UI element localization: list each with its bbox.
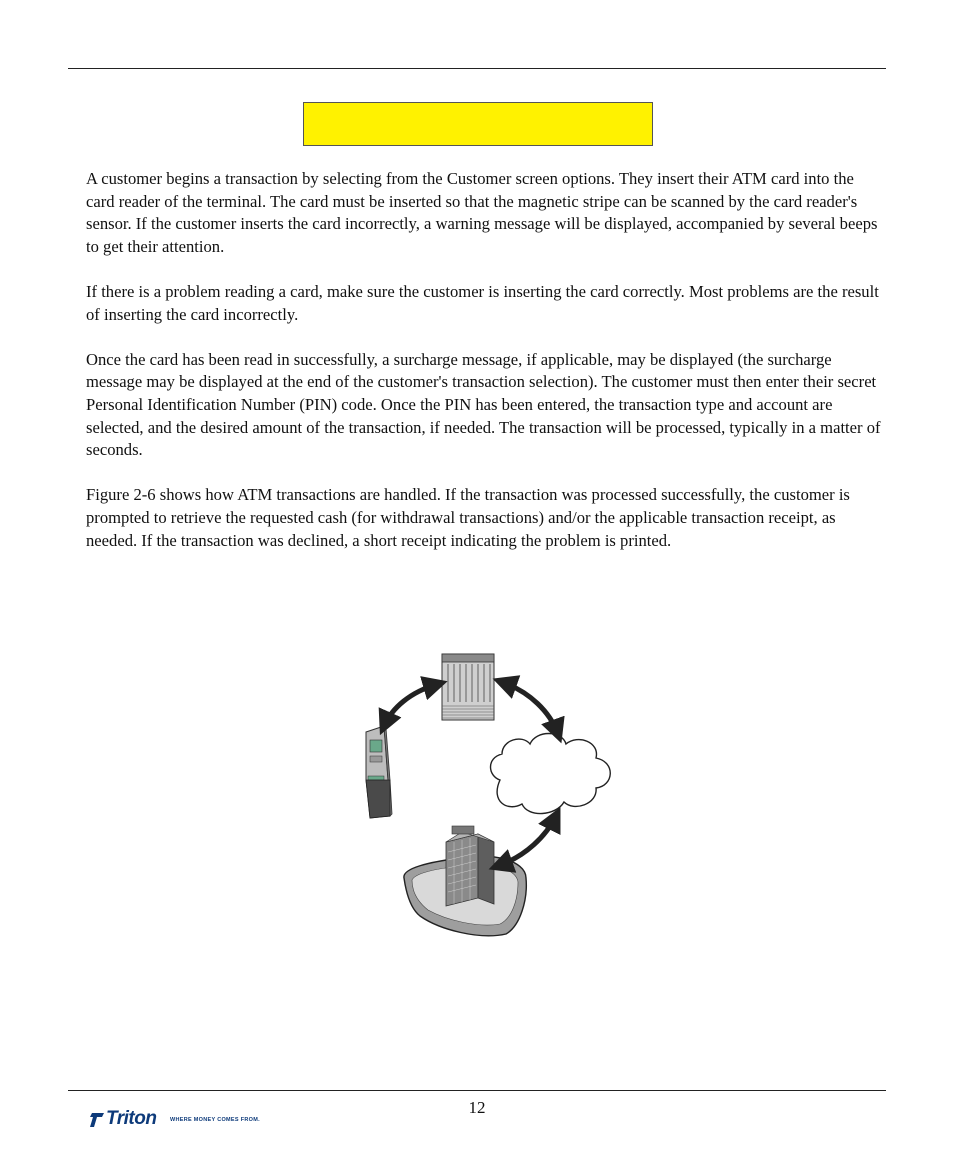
header-rule — [68, 68, 886, 69]
triton-logo — [88, 1108, 258, 1134]
arrow-host-to-network — [502, 682, 558, 734]
body-text — [86, 168, 886, 575]
host-processor-icon — [442, 654, 494, 720]
triton-logo-word: Triton — [106, 1108, 157, 1129]
arrow-host-to-atm — [384, 684, 438, 726]
section-heading-banner — [303, 102, 653, 146]
page-number: 12 — [468, 1098, 486, 1117]
transaction-flow-figure — [330, 630, 660, 950]
paragraph-pin-entry: Once the card has been read in successfully, a surcharge message, if applicable, may be displayed (the surcharge message may be displayed at the end of the customer's transaction selection). The customer must then enter their secret Personal Identification Number (PIN) code. Once the PIN has been entered, the transaction type and account are selected, and the desired amount of the transaction, if needed. The transaction will be processed, typically in a matter of seconds. — [86, 349, 881, 460]
paragraph-transaction-flow: Figure 2-6 shows how ATM transactions are handled. If the transaction was processed successfully, the customer is prompted to retrieve the requested cash (for withdrawal transactions) and/or the applicable transaction receipt, as needed. If the transaction was declined, a short receipt indicating the problem is printed. — [86, 485, 850, 550]
triton-logo-mark-icon — [88, 1111, 106, 1129]
atm-terminal-icon — [366, 726, 392, 818]
footer-rule — [68, 1090, 886, 1091]
paragraph-card-insertion: A customer begins a transaction by selecting from the Customer screen options. They insert their ATM card into the card reader of the terminal. The card must be inserted so that the magnetic stripe can be scanned by the card reader's sensor. If the customer inserts the card incorrectly, a warning message will be displayed, accompanied by several beeps to get their attention. — [86, 169, 878, 256]
bank-building-icon — [404, 826, 526, 936]
arrow-network-to-bank — [498, 816, 556, 866]
triton-logo-tagline: WHERE MONEY COMES FROM. — [170, 1117, 260, 1123]
network-cloud-icon — [491, 734, 611, 814]
paragraph-card-problem: If there is a problem reading a card, make sure the customer is inserting the card correctly. Most problems are the result of inserting the card incorrectly. — [86, 281, 879, 324]
